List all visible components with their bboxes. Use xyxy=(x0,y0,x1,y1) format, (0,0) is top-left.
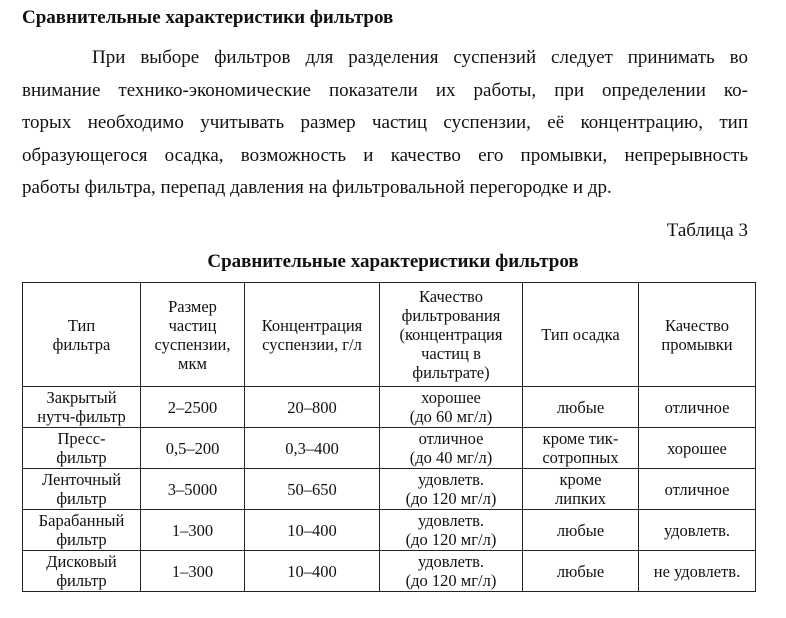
cell-text-line: удовлетв. xyxy=(417,552,485,571)
cell-text-line: кроме xyxy=(559,470,602,489)
cell-text-line: Пресс- xyxy=(57,429,106,448)
cell-text-line: Качество xyxy=(665,315,729,335)
cell-text-line: (концентрация xyxy=(399,325,503,344)
cell-text-line: Тип xyxy=(67,315,96,335)
cell-text-line: суспензии, xyxy=(154,334,231,354)
cell-text-line: 1–300 xyxy=(171,561,214,581)
cell-text-line: кроме тик- xyxy=(542,429,619,448)
cell-text-line: фильтр xyxy=(56,571,107,590)
table-title: Сравнительные характеристики фильтров xyxy=(207,251,579,272)
table-cell xyxy=(639,510,756,551)
table-body xyxy=(23,387,756,592)
cell-text-line: 20–800 xyxy=(287,397,337,417)
table-cell xyxy=(523,510,639,551)
cell-text-line: сотропных xyxy=(542,448,619,467)
table-cell xyxy=(523,428,639,469)
table-number-label: Таблица 3 xyxy=(666,220,748,241)
table-cell xyxy=(380,510,523,551)
table-cell xyxy=(23,551,141,592)
header-row xyxy=(23,283,756,387)
table-cell xyxy=(380,387,523,428)
cell-text-line: Закрытый xyxy=(46,388,117,407)
cell-text-line: Тип осадка xyxy=(541,325,620,344)
table-cell xyxy=(23,510,141,551)
cell-text-line: отличное xyxy=(664,479,730,499)
table-cell xyxy=(141,469,245,510)
cell-text-line: фильтрования xyxy=(401,306,501,325)
table-cell xyxy=(245,428,380,469)
column-header xyxy=(380,283,523,387)
table-cell xyxy=(380,551,523,592)
cell-text-line: липких xyxy=(555,489,606,508)
cell-text-line: фильтрате) xyxy=(412,363,490,382)
cell-text-line: промывки xyxy=(661,334,733,354)
column-header xyxy=(23,283,141,387)
table-cell xyxy=(141,387,245,428)
table-cell xyxy=(245,387,380,428)
cell-text-line: частиц xyxy=(168,315,217,335)
cell-text-line: Размер xyxy=(168,296,217,316)
table-header xyxy=(23,283,756,387)
cell-text-line: отличное xyxy=(418,429,484,448)
cell-text-line: удовлетв. xyxy=(663,520,731,540)
table-cell xyxy=(141,510,245,551)
cell-text-line: Качество xyxy=(419,287,483,306)
cell-text-line: (до 120 мг/л) xyxy=(405,571,497,590)
cell-text-line: фильтр xyxy=(56,489,107,508)
table-cell xyxy=(380,428,523,469)
table-cell xyxy=(23,387,141,428)
table-cell xyxy=(639,551,756,592)
paragraph-line: торых необходимо учитывать размер частиц суспензии, её концентрацию, тип xyxy=(22,112,748,133)
table-cell xyxy=(245,510,380,551)
table-cell xyxy=(639,387,756,428)
table-cell xyxy=(141,551,245,592)
table-cell xyxy=(639,469,756,510)
cell-text-line: Концентрация xyxy=(261,315,363,335)
cell-text-line: Барабанный xyxy=(38,511,125,530)
table-cell xyxy=(245,551,380,592)
paragraph-line: внимание технико-экономические показатели их работы, при определении ко- xyxy=(22,79,748,101)
table-cell xyxy=(141,428,245,469)
cell-text-line: отличное xyxy=(664,397,730,417)
table-cell xyxy=(523,469,639,510)
cell-text-line: мкм xyxy=(178,353,207,373)
cell-text-line: фильтра xyxy=(52,334,111,354)
column-header xyxy=(523,283,639,387)
cell-text-line: 10–400 xyxy=(287,561,337,581)
cell-text-line: 0,5–200 xyxy=(165,438,220,458)
table-row xyxy=(23,551,756,592)
table-cell xyxy=(523,551,639,592)
paragraph-line: образующегося осадка, возможность и качество его промывки, непрерывность xyxy=(22,144,748,166)
paragraph-line: При выборе фильтров для разделения суспензий следует принимать во xyxy=(92,47,748,68)
table-row xyxy=(23,387,756,428)
table-row xyxy=(23,428,756,469)
cell-text-line: 10–400 xyxy=(287,520,337,540)
cell-text-line: любые xyxy=(556,561,605,581)
cell-text-line: Дисковый xyxy=(46,552,117,571)
cell-text-line: Ленточный xyxy=(41,470,122,489)
cell-text-line: (до 40 мг/л) xyxy=(409,448,493,467)
cell-text-line: (до 120 мг/л) xyxy=(405,530,497,549)
cell-text-line: 50–650 xyxy=(287,479,337,499)
column-header xyxy=(141,283,245,387)
column-header xyxy=(639,283,756,387)
cell-text-line: хорошее xyxy=(667,438,727,458)
cell-text-line: хорошее xyxy=(421,388,481,407)
cell-text-line: удовлетв. xyxy=(417,511,485,530)
table-cell xyxy=(523,387,639,428)
table-cell xyxy=(639,428,756,469)
table-cell xyxy=(380,469,523,510)
table-cell xyxy=(245,469,380,510)
section-heading: Сравнительные характеристики фильтров xyxy=(22,7,394,28)
cell-text-line: (до 120 мг/л) xyxy=(405,489,497,508)
intro-paragraph xyxy=(22,42,748,205)
cell-text-line: частиц в xyxy=(421,344,481,363)
cell-text-line: удовлетв. xyxy=(417,470,485,489)
cell-text-line: 2–2500 xyxy=(167,397,218,417)
cell-text-line: нутч-фильтр xyxy=(37,407,126,426)
table-row xyxy=(23,469,756,510)
cell-text-line: 0,3–400 xyxy=(285,438,339,458)
cell-text-line: не удовлетв. xyxy=(653,561,741,581)
cell-text-line: суспензии, г/л xyxy=(262,334,362,354)
cell-text-line: 3–5000 xyxy=(167,479,218,499)
cell-text-line: любые xyxy=(556,397,605,417)
table-cell xyxy=(23,428,141,469)
table-row xyxy=(23,510,756,551)
cell-text-line: фильтр xyxy=(56,530,107,549)
cell-text-line: фильтр xyxy=(56,448,107,467)
cell-text-line: (до 60 мг/л) xyxy=(409,407,493,426)
table-cell xyxy=(23,469,141,510)
column-header xyxy=(245,283,380,387)
cell-text-line: любые xyxy=(556,520,605,540)
cell-text-line: 1–300 xyxy=(171,520,214,540)
filters-comparison-table xyxy=(22,282,756,592)
paragraph-line: работы фильтра, перепад давления на фильтровальной перегородке и др. xyxy=(22,177,612,198)
